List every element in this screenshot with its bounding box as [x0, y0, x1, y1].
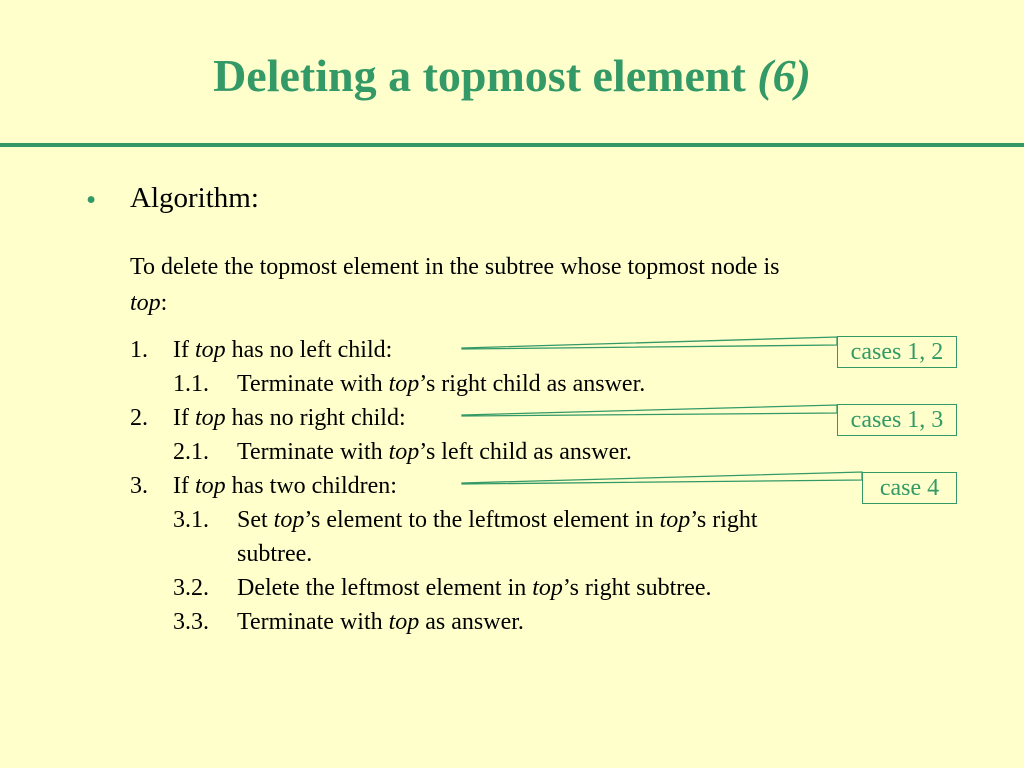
- step-1-top: top: [194, 337, 226, 363]
- step-3-post: has two children:: [225, 473, 397, 499]
- step-3-2-post: ’s right subtree.: [562, 575, 712, 601]
- step-3-1-pre: Set: [237, 507, 274, 533]
- step-3-1-mid: ’s element to the leftmost element in: [304, 507, 660, 533]
- step-3-3-top: top: [388, 609, 420, 635]
- step-2-1-number: 2.1.: [173, 439, 209, 465]
- step-1-pre: If: [173, 337, 195, 363]
- algorithm-heading: Algorithm:: [130, 182, 259, 214]
- title-main: Deleting a topmost element: [213, 50, 758, 101]
- step-3-number: 3.: [130, 473, 148, 499]
- bullet-marker: •: [86, 184, 97, 216]
- step-2-top: top: [194, 405, 226, 431]
- intro-colon: :: [160, 290, 168, 316]
- title-suffix: (6): [757, 50, 811, 101]
- step-1-1-top: top: [388, 371, 420, 397]
- step-1-post: has no left child:: [225, 337, 393, 363]
- step-3-1-top: top: [273, 507, 305, 533]
- step-1-1-number: 1.1.: [173, 371, 209, 397]
- step-3-2-number: 3.2.: [173, 575, 209, 601]
- step-3-1-post: ’s right: [690, 507, 758, 533]
- step-1-1-pre: Terminate with: [237, 371, 389, 397]
- step-3-2-pre: Delete the leftmost element in: [237, 575, 533, 601]
- step-2-1-pre: Terminate with: [237, 439, 389, 465]
- callout-cases-1-2: cases 1, 2: [837, 336, 957, 368]
- callout-connector-1: [462, 337, 837, 349]
- step-1-1-post: ’s right child as answer.: [419, 371, 646, 397]
- step-2-1-post: ’s left child as answer.: [419, 439, 632, 465]
- step-2-number: 2.: [130, 405, 148, 431]
- step-3-top: top: [194, 473, 226, 499]
- callout-connector-2: [462, 405, 837, 416]
- step-3-3-post: as answer.: [419, 609, 524, 635]
- callout-connector-3: [462, 472, 862, 484]
- step-1-number: 1.: [130, 337, 148, 363]
- step-3-3-number: 3.3.: [173, 609, 209, 635]
- step-3-1-continuation: subtree.: [237, 541, 313, 567]
- step-3-1-top-2: top: [659, 507, 691, 533]
- intro-top: top: [130, 290, 161, 316]
- step-2-1-top: top: [388, 439, 420, 465]
- step-3-pre: If: [173, 473, 195, 499]
- callout-case-4: case 4: [862, 472, 957, 504]
- step-3-3-pre: Terminate with: [237, 609, 389, 635]
- intro-line-1: To delete the topmost element in the subtree whose topmost node is: [130, 254, 780, 280]
- callout-cases-1-3: cases 1, 3: [837, 404, 957, 436]
- step-2-pre: If: [173, 405, 195, 431]
- step-2-post: has no right child:: [225, 405, 406, 431]
- step-3-2-top: top: [532, 575, 563, 601]
- step-3-1-number: 3.1.: [173, 507, 209, 533]
